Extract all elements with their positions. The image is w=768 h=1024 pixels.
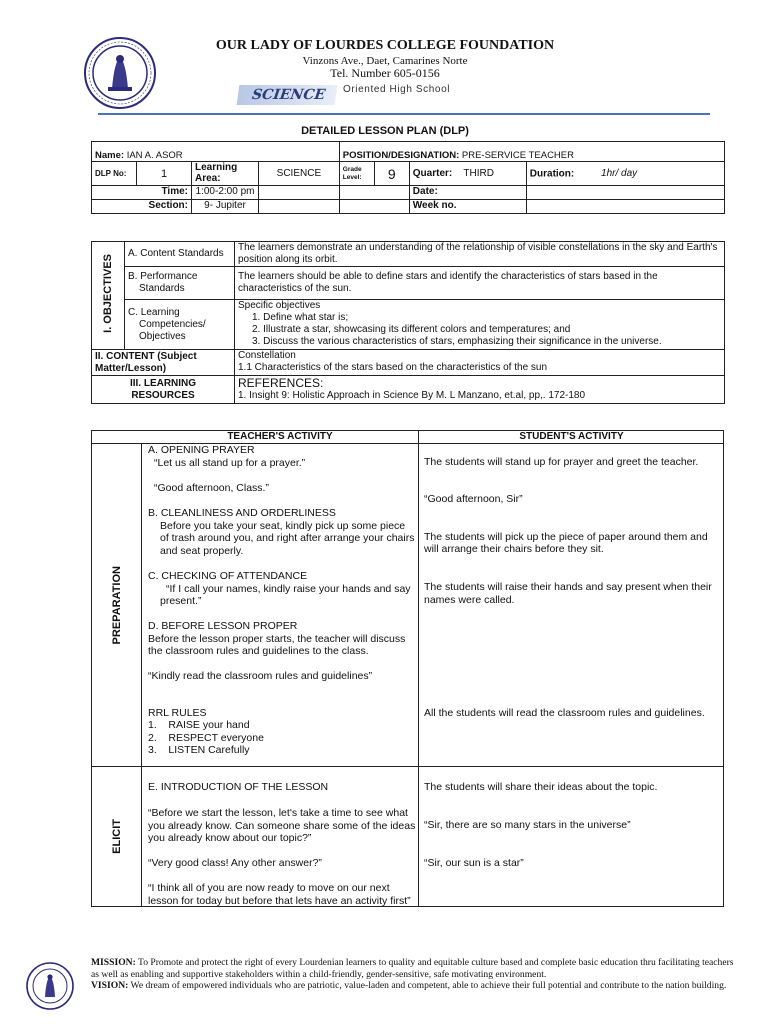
vision-label: VISION: [91, 980, 129, 992]
school-tel: Tel. Number 605-0156 [330, 66, 440, 80]
grade-label: Grade Level: [339, 162, 374, 186]
duration-label: Duration: [529, 168, 575, 180]
vision-paragraph [91, 980, 743, 992]
teacher-d-2: the classroom rules and guidelines to the class. [148, 645, 369, 657]
rrl-item: 2. RESPECT everyone [148, 732, 264, 744]
content-standards-text: The learners demonstrate an understanding of the relationship of visible constellations in the sky and Earth's position along its orbit. [235, 242, 725, 267]
student-c-1: The students will raise their hands and say present when their [424, 581, 712, 593]
content-standards-label: A. Content Standards [125, 242, 235, 267]
competencies-label [125, 300, 235, 350]
student-a-1: The students will stand up for prayer and greet the teacher. [424, 456, 699, 468]
resources-label-line-2: RESOURCES [131, 389, 195, 401]
objectives-side-label: I. OBJECTIVES [102, 254, 114, 333]
student-b-1: The students will pick up the piece of paper around them and [424, 531, 708, 543]
elicit-label: ELICIT [110, 819, 123, 854]
content-line-2: 1.1 Characteristics of the stars based on the characteristics of the sun [238, 362, 548, 373]
content-label [92, 350, 235, 376]
resources-label [92, 376, 235, 404]
competencies-label-line-1: C. Learning [128, 306, 180, 318]
resources-cell [235, 376, 725, 404]
header-divider [98, 113, 710, 115]
performance-label-line-2: Standards [139, 283, 185, 294]
teacher-e-6: lesson for today but before that lets have an activity first” [148, 895, 411, 907]
time-extra-1 [259, 186, 340, 200]
competencies-label-line-2: Competencies/ [139, 318, 206, 330]
student-e-1: The students will share their ideas about the topic. [424, 781, 658, 793]
references-title: REFERENCES: [238, 376, 324, 390]
rrl-item: 1. RAISE your hand [148, 719, 250, 731]
student-header: STUDENT'S ACTIVITY [519, 431, 624, 442]
teacher-e-4: “Very good class! Any other answer?” [148, 857, 322, 869]
performance-text: The learners should be able to define stars and identify the characteristics of stars based in the characteristics of the sun. [235, 267, 725, 300]
name-value: IAN A. ASOR [126, 150, 183, 161]
teacher-e-3: you already know about our topic?” [148, 832, 312, 844]
teacher-e-1: “Before we start the lesson, let's take a time to see what [148, 807, 408, 819]
rrl-item: 3. LISTEN Carefully [148, 744, 250, 756]
duration-value: 1hr/ day [601, 167, 638, 179]
teacher-e-5: “I think all of you are now ready to move on our next [148, 882, 390, 894]
resources-label-line-1: III. LEARNING [129, 377, 197, 389]
week-label: Week no. [409, 200, 526, 214]
teacher-d-1: Before the lesson proper starts, the teacher will discuss [148, 633, 406, 645]
learning-area-value: SCIENCE [259, 162, 340, 186]
school-address: Vinzons Ave., Daet, Camarines Norte [302, 55, 468, 67]
specific-title: Specific objectives [238, 300, 321, 311]
date-value [526, 186, 724, 200]
teacher-b-3: and seat properly. [160, 545, 244, 557]
teacher-b-1: Before you take your seat, kindly pick up some piece [160, 520, 406, 532]
section-extra-2 [339, 200, 409, 214]
date-label: Date: [409, 186, 526, 200]
student-d-1: All the students will read the classroom rules and guidelines. [424, 707, 705, 719]
teacher-d-title: D. BEFORE LESSON PROPER [148, 620, 298, 632]
teacher-c-1: “If I call your names, kindly raise your hands and say [166, 583, 411, 595]
quarter-value: THIRD [463, 168, 494, 179]
position-label: POSITION/DESIGNATION: [342, 150, 460, 161]
position-cell [339, 142, 724, 162]
oriented-text: Oriented High School [343, 84, 451, 95]
teacher-a-2: “Good afternoon, Class.” [154, 482, 269, 494]
teacher-a-1: “Let us all stand up for a prayer.” [154, 457, 306, 469]
specific-item: 1. Define what star is; [252, 312, 349, 323]
student-b-2: will arrange their chairs before they sit. [424, 543, 604, 555]
teacher-b-title: B. CLEANLINESS AND ORDERLINESS [148, 507, 336, 519]
science-badge [237, 85, 338, 105]
teacher-c-2: present.” [160, 595, 202, 607]
school-seal-logo [84, 37, 156, 109]
name-label: Name: [95, 150, 125, 161]
content-label-line-1: II. CONTENT (Subject [95, 350, 197, 362]
content-cell [235, 350, 725, 376]
mission-text: To Promote and protect the right of every Lourdenian learners to quality and equitable culture based and complete basic education thru facilitating teachers as well as enabling and supportive stakeholders within a child-friendly, gender-sensitive, safe motivating environment. [91, 957, 734, 980]
grade-value: 9 [374, 162, 409, 186]
quarter-label: Quarter: [412, 168, 453, 179]
learning-area-label: Learning Area: [192, 162, 259, 186]
preparation-side [92, 444, 141, 766]
specific-objectives [235, 300, 725, 350]
reference-item: 1. Insight 9: Holistic Approach in Science By M. L Manzano, et.al, pp,. 172-180 [238, 390, 586, 401]
teacher-d-3: “Kindly read the classroom rules and guidelines” [148, 670, 373, 682]
content-label-line-2: Matter/Lesson) [95, 362, 167, 374]
info-table [91, 141, 725, 214]
content-line-1: Constellation [238, 350, 296, 361]
teacher-c-title: C. CHECKING OF ATTENDANCE [148, 570, 308, 582]
section-label: Section: [92, 200, 192, 214]
time-label: Time: [92, 186, 192, 200]
competencies-label-line-3: Objectives [139, 330, 186, 342]
mission-paragraph [91, 957, 743, 980]
mission-label: MISSION: [91, 957, 136, 968]
activity-col-line-2 [418, 430, 419, 907]
duration-cell [526, 162, 724, 186]
science-badge-text: SCIENCE [250, 87, 327, 103]
objectives-table [91, 241, 725, 404]
time-value: 1:00-2:00 pm [192, 186, 259, 200]
quarter-cell [409, 162, 526, 186]
specific-item: 2. Illustrate a star, showcasing its different colors and temperatures; and [252, 324, 571, 335]
student-a-2: “Good afternoon, Sir” [424, 493, 523, 505]
school-name: OUR LADY OF LOURDES COLLEGE FOUNDATION [215, 38, 555, 53]
footer-seal-logo [26, 962, 74, 1010]
teacher-e-title: E. INTRODUCTION OF THE LESSON [148, 781, 329, 793]
performance-label-line-1: B. Performance [128, 271, 198, 282]
teacher-e-2: you already know. Can someone share some of the ideas [148, 820, 416, 832]
time-extra-2 [339, 186, 409, 200]
week-value [526, 200, 724, 214]
footer-mission-vision [91, 957, 743, 992]
teacher-b-2: of trash around you, and right after arrange your chairs [160, 532, 415, 544]
activity-section-line [91, 766, 724, 767]
dlp-label: DLP No: [92, 162, 137, 186]
rrl-title: RRL RULES [148, 707, 207, 719]
dlp-value: 1 [137, 162, 192, 186]
vision-text: We dream of empowered individuals who are patriotic, value-laden and competent, able to achieve their full potential and contribute to the nation building. [128, 980, 727, 992]
performance-label [125, 267, 235, 300]
position-value: PRE-SERVICE TEACHER [461, 150, 574, 161]
activity-col-line-1 [141, 443, 142, 907]
section-value: 9- Jupiter [192, 200, 259, 214]
teacher-header: TEACHER'S ACTIVITY [227, 431, 333, 442]
section-extra-1 [259, 200, 340, 214]
student-e-2: “Sir, there are so many stars in the universe” [424, 819, 631, 831]
specific-item: 3. Discuss the various characteristics of stars, emphasizing their significance in the universe. [252, 336, 662, 347]
elicit-side [92, 767, 141, 906]
teacher-a-title: A. OPENING PRAYER [148, 444, 255, 456]
student-c-2: names were called. [424, 594, 515, 606]
doc-title: DETAILED LESSON PLAN (DLP) [301, 125, 469, 137]
name-cell [92, 142, 340, 162]
preparation-label: PREPARATION [110, 565, 123, 645]
objectives-side [92, 242, 125, 350]
student-e-3: “Sir, our sun is a star” [424, 857, 524, 869]
